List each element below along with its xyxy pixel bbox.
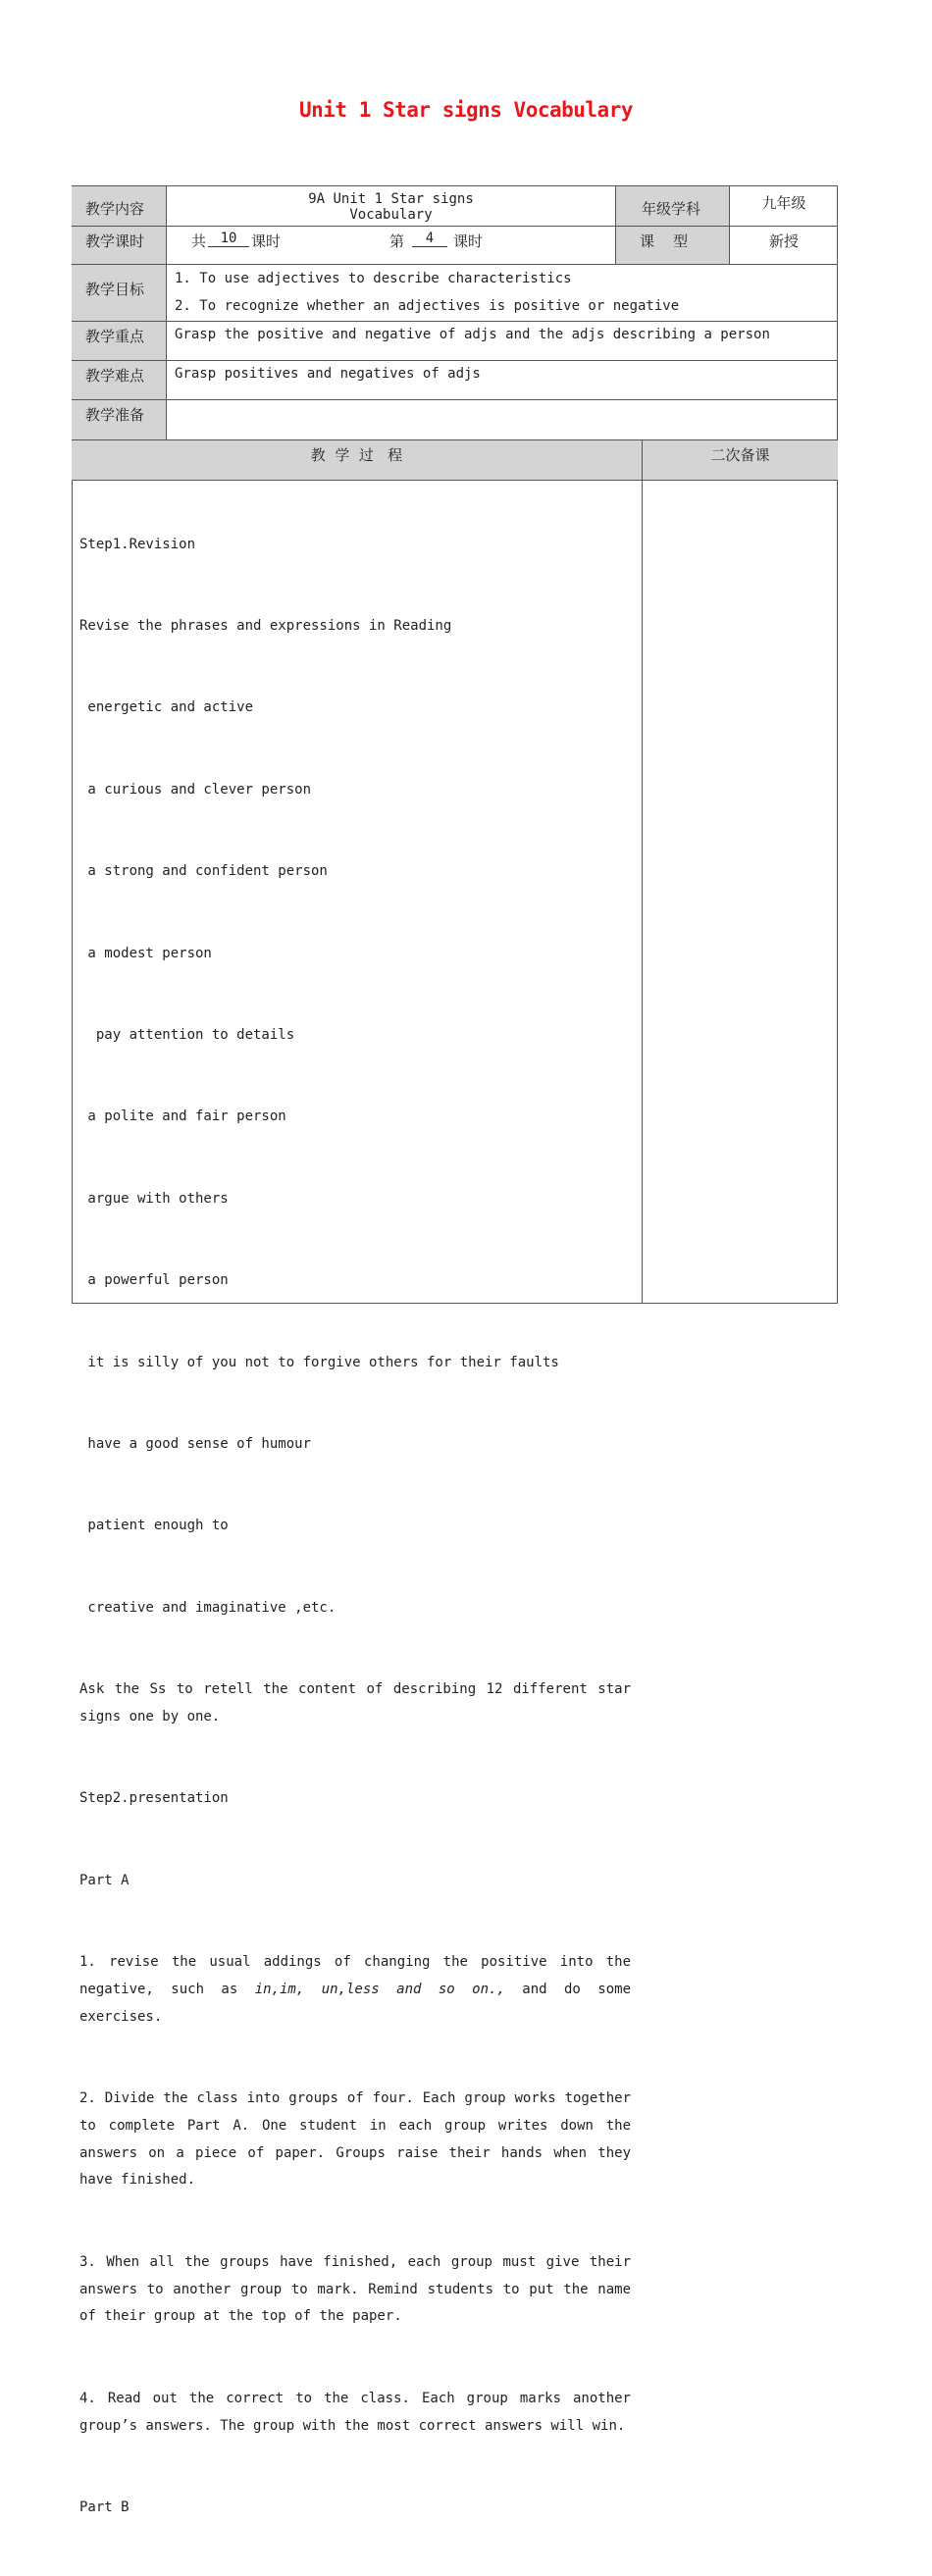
content-value-line1: 9A Unit 1 Star signs xyxy=(308,191,474,207)
step1-heading: Step1.Revision xyxy=(79,536,196,552)
phrase-item: patient enough to xyxy=(79,1518,229,1534)
preparation-row xyxy=(72,399,838,439)
hours-current-suffix: 课时 xyxy=(453,232,484,250)
phrase-item: a strong and confident person xyxy=(79,863,328,880)
key-points-value: Grasp the positive and negative of adjs and the adjs describing a person xyxy=(166,322,838,360)
part-a-heading: Part A xyxy=(79,1872,129,1888)
goal-item-2: 2. To recognize whether an adjectives is positive or negative xyxy=(175,298,680,314)
goals-row xyxy=(72,264,838,321)
hours-total: 10 xyxy=(208,231,249,247)
hours-row xyxy=(72,226,838,264)
difficulties-row xyxy=(72,360,838,399)
content-label: 教学内容 xyxy=(72,186,166,226)
phrase-item: pay attention to details xyxy=(79,1026,295,1043)
part-b-heading: Part B xyxy=(79,2499,129,2515)
phrase-item: it is silly of you not to forgive others for their faults xyxy=(79,1354,559,1370)
preparation-label: 教学准备 xyxy=(72,400,166,439)
key-points-row xyxy=(72,321,838,360)
content-row xyxy=(72,185,838,226)
hours-current: 4 xyxy=(412,231,447,247)
item-1-italic: in,im, un,less and so on., xyxy=(254,1981,505,1997)
goals-list xyxy=(166,265,838,321)
phrase-item: a curious and clever person xyxy=(79,781,312,798)
key-points-label: 教学重点 xyxy=(72,322,166,360)
item-2: 2. Divide the class into groups of four. Each group works together to complete Part A. One student in each group writes down the answers on a piece of paper. Groups raise their hands when they have finished. xyxy=(79,2090,631,2189)
grade-subject-label: 年级学科 xyxy=(615,186,729,226)
difficulties-label: 教学难点 xyxy=(72,361,166,399)
hours-label: 教学课时 xyxy=(72,227,166,264)
revise-line: Revise the phrases and expressions in Reading xyxy=(79,617,452,634)
hours-total-prefix: 共 xyxy=(191,232,207,250)
process-header: 教 学 过 程 xyxy=(310,446,403,464)
phrase-item: have a good sense of humour xyxy=(79,1435,312,1452)
preparation-value xyxy=(166,400,838,439)
phrase-item: creative and imaginative ,etc. xyxy=(79,1599,337,1616)
lesson-type-label: 课 型 xyxy=(615,227,729,264)
process-text xyxy=(79,477,631,2576)
lesson-type-value: 新授 xyxy=(729,227,838,264)
goals-label: 教学目标 xyxy=(72,265,166,321)
difficulties-value: Grasp positives and negatives of adjs xyxy=(166,361,838,399)
phrase-item: argue with others xyxy=(79,1190,229,1207)
process-body-row xyxy=(72,480,838,2515)
second-prep-column xyxy=(642,481,838,1304)
item-4: 4. Read out the correct to the class. Each group marks another group’s answers. The group with the most correct answers will win. xyxy=(79,2390,631,2434)
page-title: Unit 1 Star signs Vocabulary xyxy=(298,98,633,122)
retell-paragraph: Ask the Ss to retell the content of describing 12 different star signs one by one. xyxy=(79,1681,631,1725)
process-header-row xyxy=(72,439,838,480)
item-3: 3. When all the groups have finished, each group must give their answers to another group to mark. Remind students to put the name of their group at the top of the paper. xyxy=(79,2253,631,2325)
phrase-item: a powerful person xyxy=(79,1272,229,1289)
phrase-item: a polite and fair person xyxy=(79,1108,286,1125)
hours-current-prefix: 第 xyxy=(389,232,405,250)
hours-value xyxy=(166,227,615,264)
item-1-end: and do some exercises. xyxy=(79,1981,631,2025)
content-value-line2: Vocabulary xyxy=(349,207,433,223)
phrase-item: a modest person xyxy=(79,945,212,961)
content-value xyxy=(166,186,615,226)
item-1 xyxy=(79,1949,631,2031)
second-prep-header: 二次备课 xyxy=(642,440,838,480)
phrase-item: energetic and active xyxy=(79,699,254,716)
item-1-start: 1. revise the usual addings of changing the positive into the negative, such as xyxy=(79,1954,631,1997)
process-content xyxy=(72,481,642,2515)
goal-item-1: 1. To use adjectives to describe characteristics xyxy=(175,271,572,286)
hours-total-suffix: 课时 xyxy=(251,232,282,250)
grade-subject-value: 九年级 xyxy=(729,186,838,226)
step2-heading: Step2.presentation xyxy=(79,1790,229,1807)
